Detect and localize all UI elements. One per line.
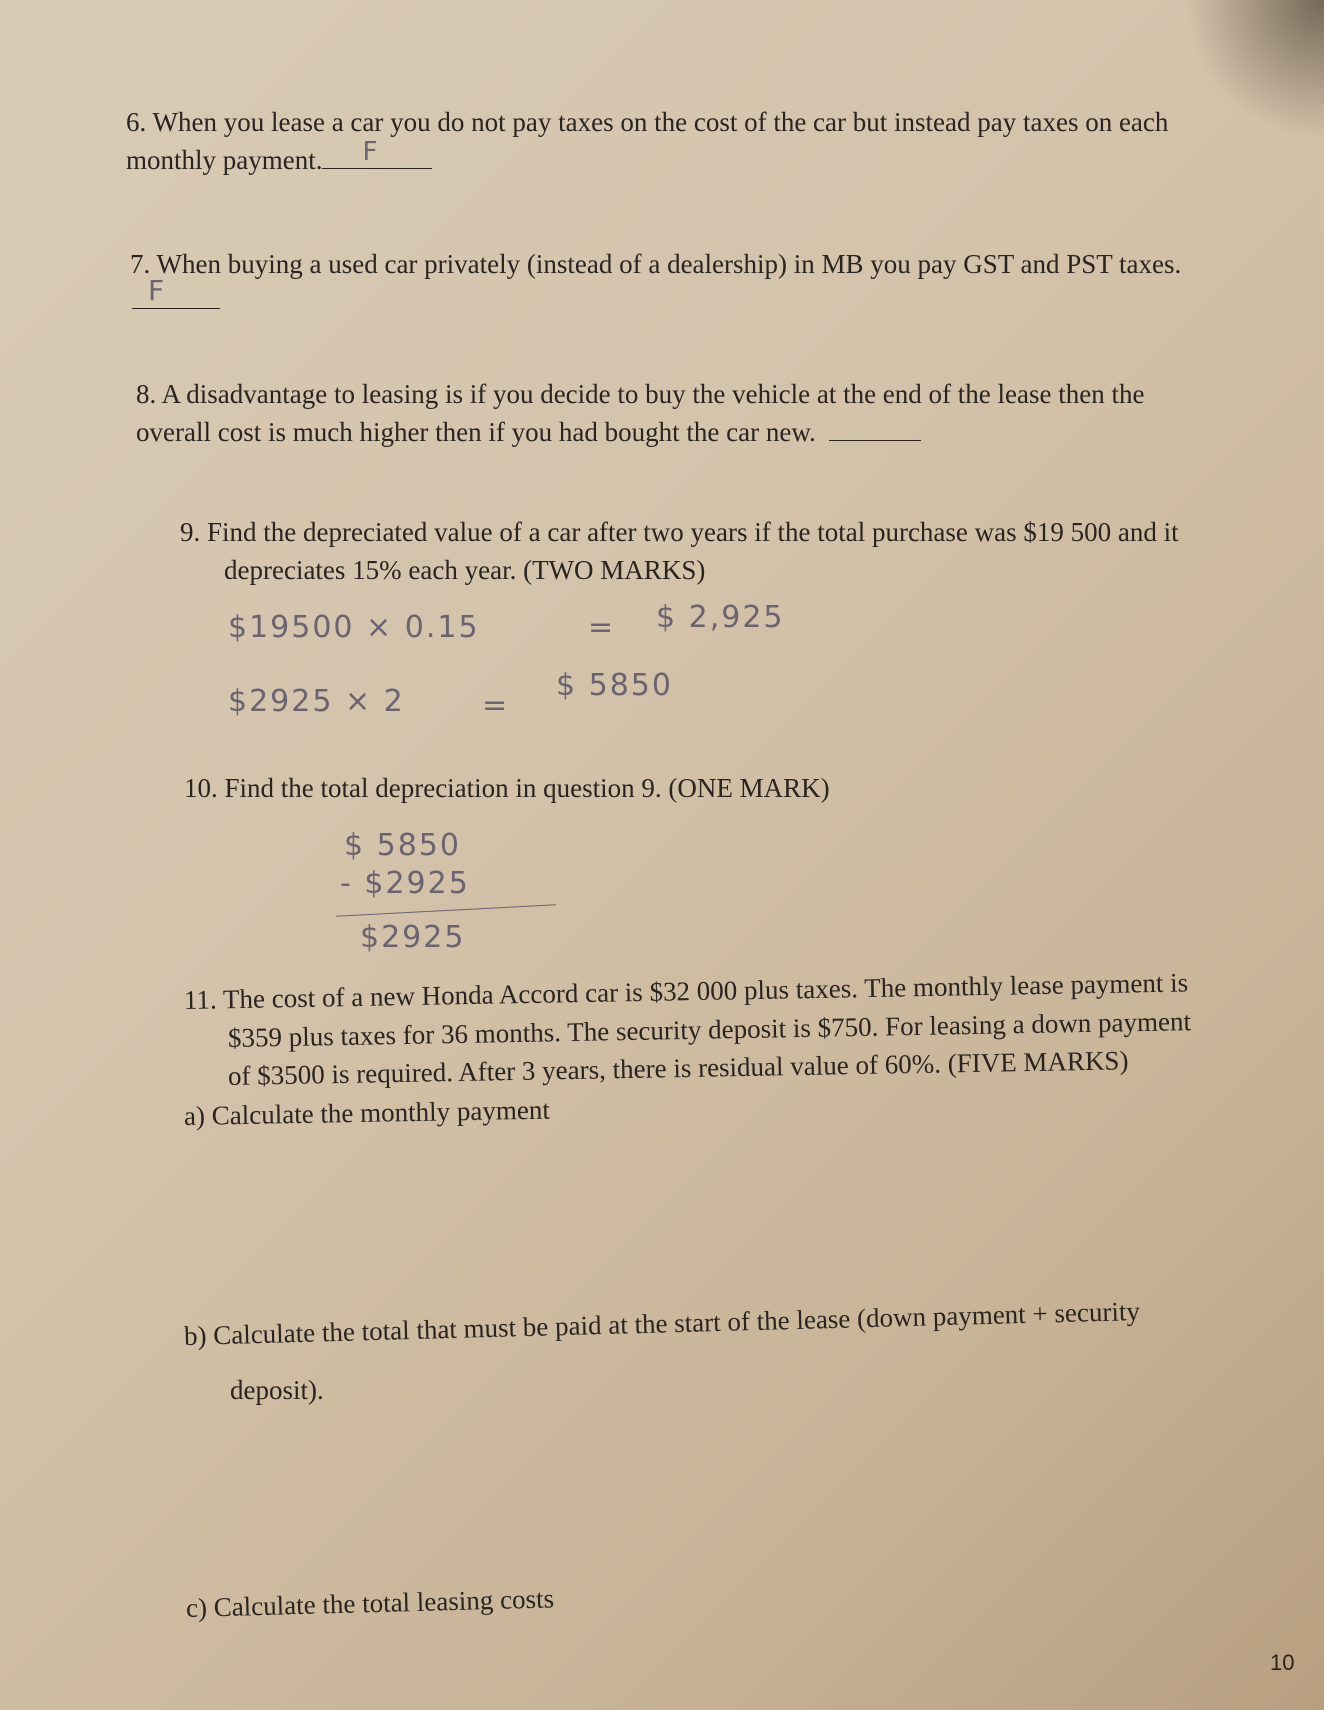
q10-line1: 10. Find the total depreciation in question 9. (ONE MARK): [184, 773, 830, 803]
q9-work1-eq: =: [588, 610, 616, 645]
q8-line2-text: overall cost is much higher then if you had bought the car new.: [136, 417, 816, 447]
q9-line2: depreciates 15% each year. (TWO MARKS): [224, 555, 706, 585]
q9-work1-left: $19500 × 0.15: [228, 610, 480, 645]
q11-line2: $359 plus taxes for 36 months. The security deposit is $750. For leasing a down payment: [227, 1006, 1192, 1053]
q11-part-b-line1: b) Calculate the total that must be paid at the start of the lease (down payment + security: [183, 1295, 1141, 1351]
q6-answer: F: [362, 137, 380, 167]
q9-line1: 9. Find the depreciated value of a car after two years if the total purchase was $19 500 and it: [180, 517, 1179, 547]
q10-work3: $2925: [360, 920, 466, 955]
q6-line2-text: monthly payment.: [126, 145, 323, 175]
page-number: 10: [1270, 1650, 1295, 1675]
q9-work2-eq: =: [482, 688, 510, 723]
q11-part-b-line2: deposit).: [230, 1375, 324, 1405]
q11-part-a: a) Calculate the monthly payment: [183, 1094, 551, 1131]
q9-work1-right: $ 2,925: [656, 600, 785, 635]
q11-part-c: c) Calculate the total leasing costs: [185, 1583, 555, 1623]
q7-answer-blank[interactable]: [132, 308, 220, 309]
q8-answer-blank[interactable]: [829, 414, 921, 441]
q7-answer: F: [148, 274, 167, 307]
q9-work2-right: $ 5850: [556, 668, 673, 703]
q10-sum-line: [336, 904, 556, 917]
q9-work2-left: $2925 × 2: [228, 684, 405, 719]
q6-answer-blank[interactable]: [322, 137, 432, 169]
q8-line2: [136, 414, 921, 450]
q10-work2: - $2925: [340, 866, 470, 901]
q11-line3: of $3500 is required. After 3 years, there is residual value of 60%. (FIVE MARKS): [227, 1045, 1129, 1091]
page-shadow: [1184, 0, 1324, 140]
q8-line1: 8. A disadvantage to leasing is if you decide to buy the vehicle at the end of the lease then the: [136, 379, 1145, 409]
q11-line1: 11. The cost of a new Honda Accord car is $32 000 plus taxes. The monthly lease payment is: [183, 967, 1189, 1015]
q10-work1: $ 5850: [344, 828, 461, 863]
q6-line1: 6. When you lease a car you do not pay taxes on the cost of the car but instead pay taxes on each: [126, 107, 1169, 137]
q6-line2: [126, 137, 432, 178]
q7-line1: 7. When buying a used car privately (instead of a dealership) in MB you pay GST and PST taxes.: [130, 249, 1182, 279]
